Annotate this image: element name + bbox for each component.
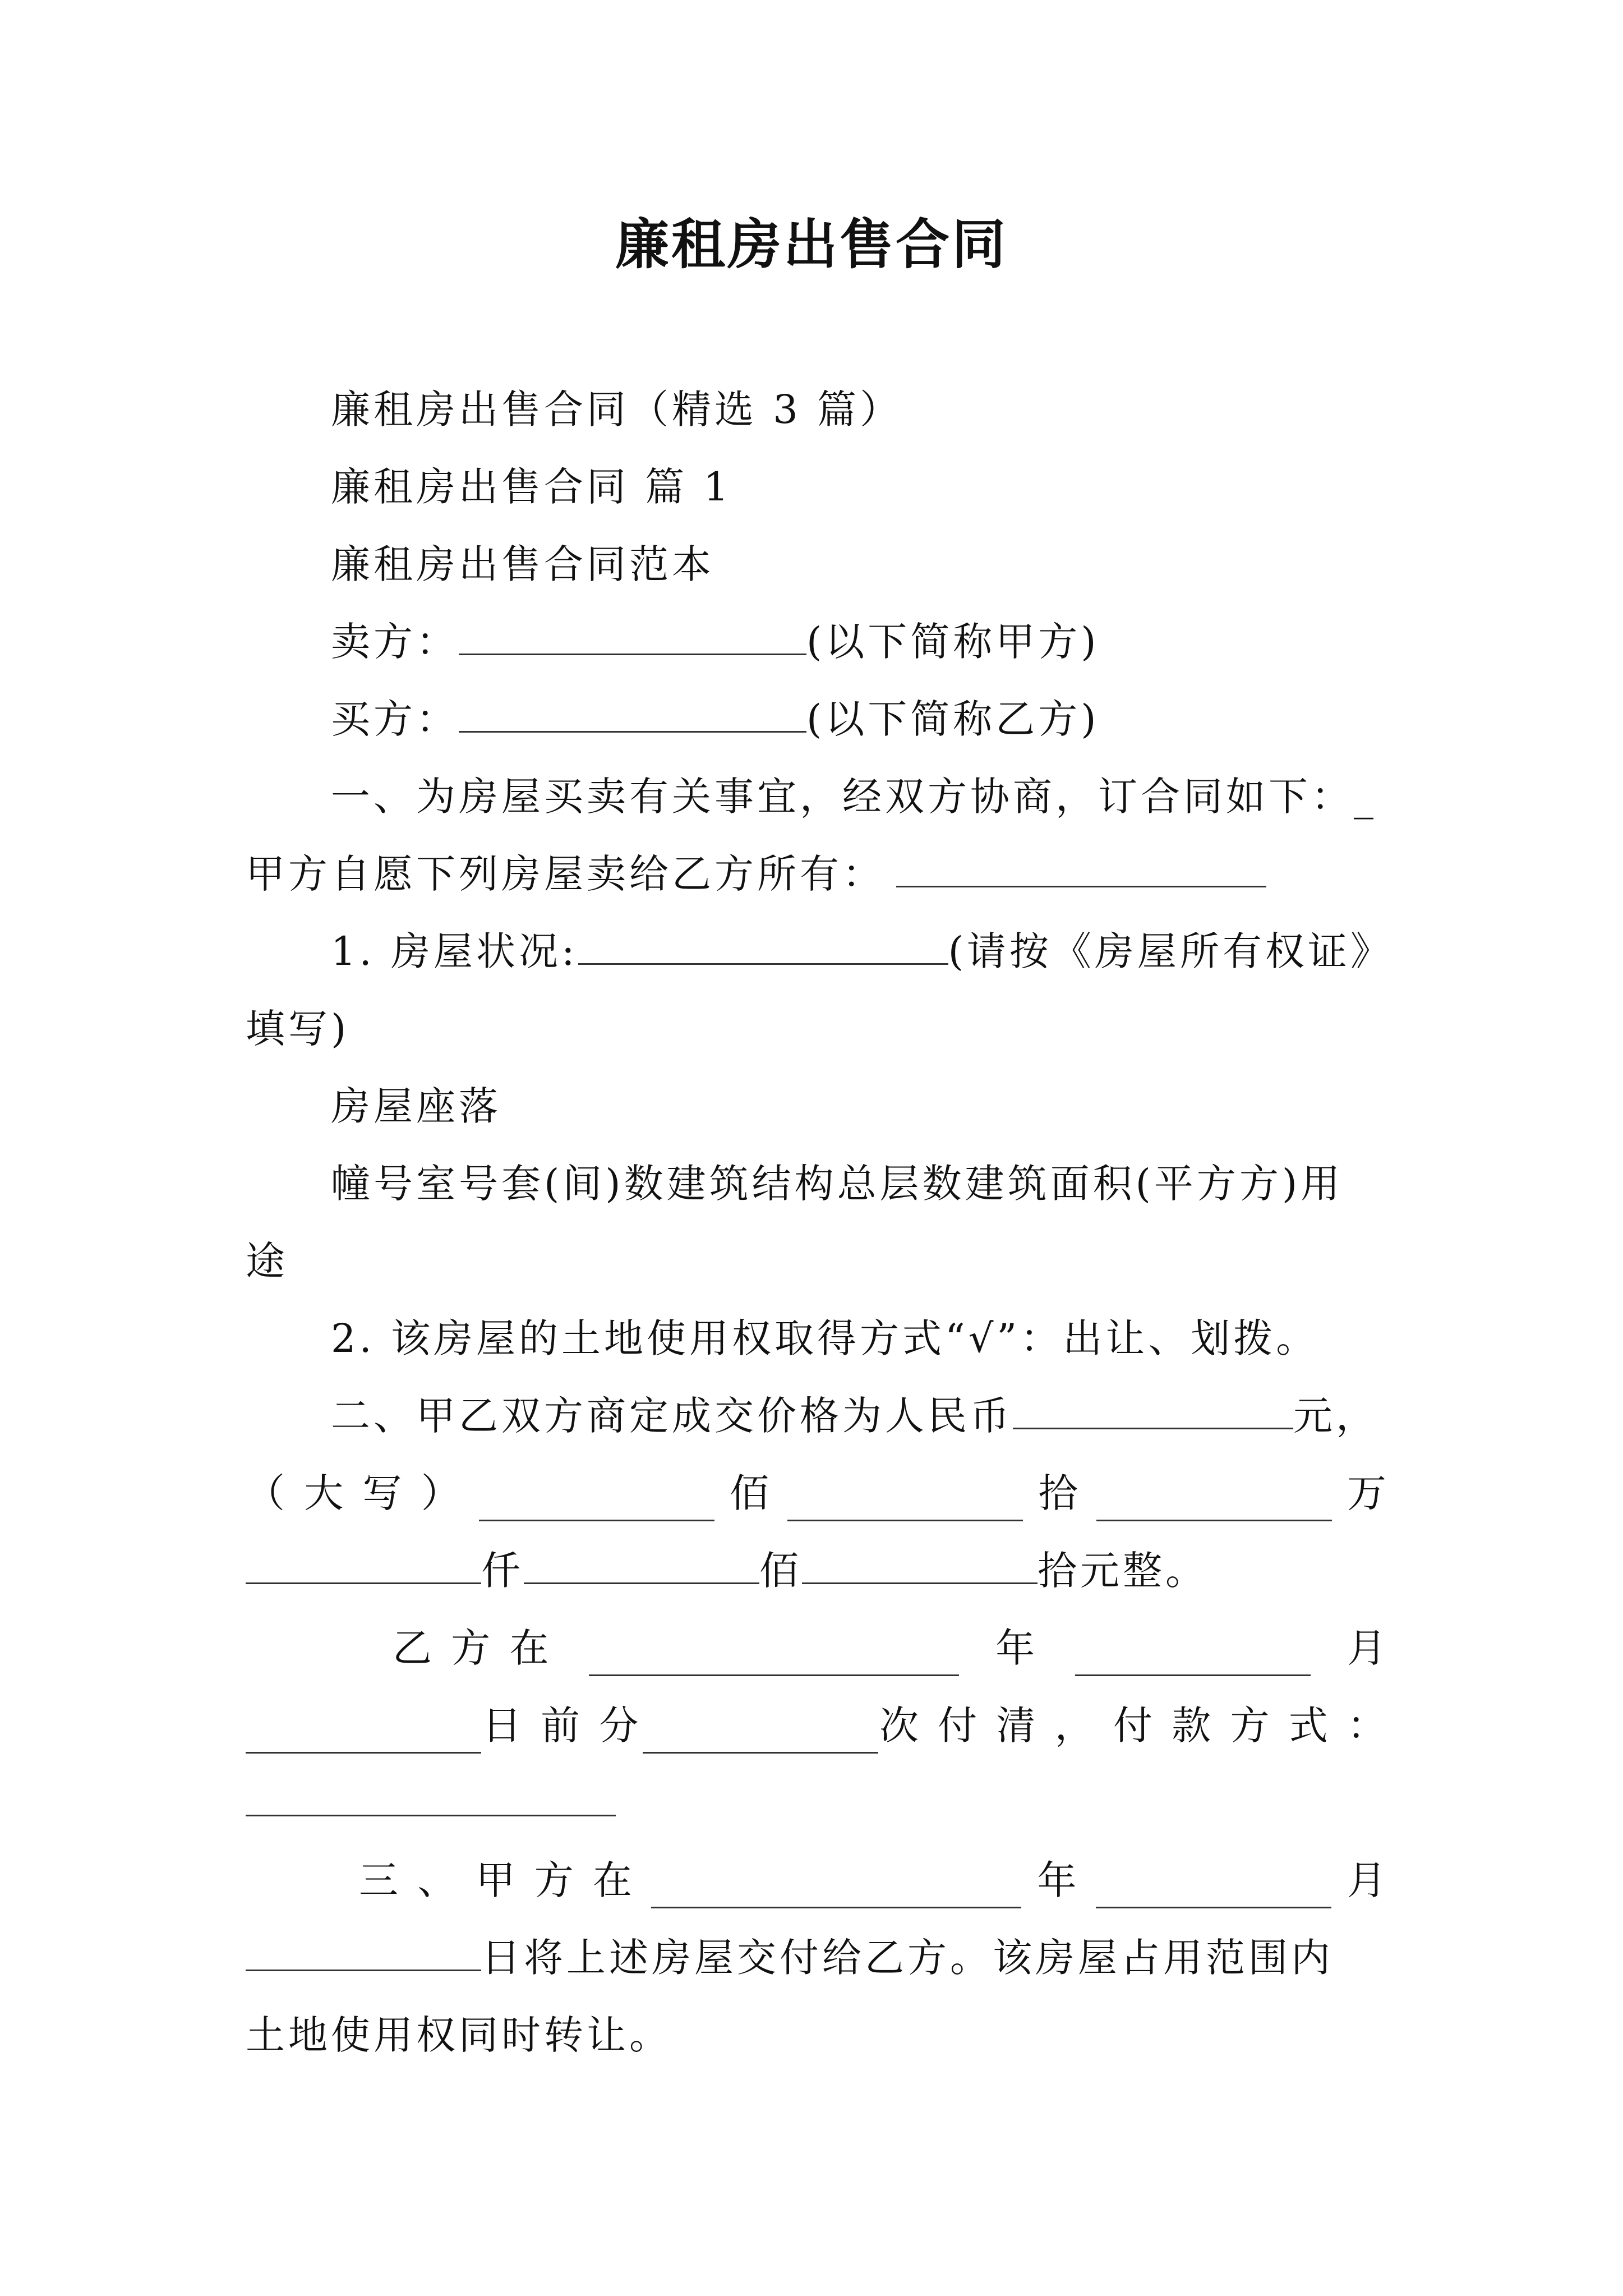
daxie-label: （ 大 写 ） <box>246 1470 464 1516</box>
item1-blank <box>578 928 948 965</box>
table-head-line2: 途 <box>246 1238 288 1284</box>
bai-label: 佰 <box>730 1470 773 1516</box>
ri-qian-fen: 日 前 分 <box>482 1703 642 1749</box>
seller-line <box>246 614 1475 670</box>
item2-line: 2. 该房屋的土地使用权取得方式“√”：出让、划拨。 <box>331 1315 1319 1361</box>
clause2-line1 <box>246 1388 1475 1444</box>
clause3-line2 <box>246 1930 1390 1986</box>
item1-suffix: (请按《房屋所有权证》 <box>948 928 1393 974</box>
blank-qian <box>246 1548 481 1584</box>
clause2-line3 <box>246 1543 1390 1599</box>
blank-pay-month <box>1075 1640 1311 1676</box>
part-heading: 廉租房出售合同 篇 1 <box>331 464 732 510</box>
clause2-line2 <box>246 1465 1390 1521</box>
blank-pay-times <box>643 1717 878 1754</box>
qian-label: 仟 <box>481 1548 524 1594</box>
blank-shi-1 <box>787 1485 1023 1521</box>
payment-line1 <box>393 1620 1390 1676</box>
blank-deliver-month <box>1096 1872 1331 1908</box>
payment-line2 <box>246 1697 1390 1754</box>
blank-shi-2 <box>802 1548 1038 1584</box>
clause1-blank <box>896 851 1266 887</box>
blank-deliver-year <box>651 1872 1021 1908</box>
ci-fu-qing: 次 付 清 ， 付 款 方 式 ： <box>879 1703 1390 1749</box>
seller-label: 卖方： <box>331 619 459 665</box>
nian-label: 年 <box>995 1625 1039 1671</box>
clause1-line2 <box>246 846 1390 902</box>
clause3-ri: 日将上述房屋交付给乙方。该房屋占用范围内 <box>481 1935 1334 1981</box>
shi-label: 拾 <box>1038 1470 1081 1516</box>
blank-pay-day <box>246 1717 481 1754</box>
bai-label-2: 佰 <box>759 1548 802 1594</box>
blank-pay-method <box>246 1780 616 1816</box>
blank-deliver-day <box>246 1935 481 1971</box>
clause1-line1: 一、为房屋买卖有关事宜，经双方协商，订合同如下：_ <box>331 774 1377 820</box>
wan-label: 万 <box>1347 1470 1390 1516</box>
clause1-text: 甲方自愿下列房屋卖给乙方所有： <box>246 851 885 897</box>
blank-bai-1 <box>479 1485 714 1521</box>
blank-wan <box>1096 1485 1332 1521</box>
item1-cont: 填写) <box>246 1006 350 1052</box>
location-label: 房屋座落 <box>331 1083 501 1129</box>
clause3-label: 三 、 甲 方 在 <box>359 1857 636 1903</box>
shi-yuan-zheng: 拾元整。 <box>1038 1548 1208 1594</box>
buyer-label: 买方： <box>331 696 459 742</box>
price-blank <box>1013 1393 1293 1429</box>
clause2-text: 二、甲乙双方商定成交价格为人民币 <box>331 1393 1013 1439</box>
blank-pay-year <box>589 1640 959 1676</box>
item1-line <box>246 923 1475 979</box>
item1-label: 1. 房屋状况: <box>331 928 578 974</box>
buyer-line <box>246 691 1475 747</box>
seller-blank <box>459 619 806 655</box>
clause3-line3: 土地使用权同时转让。 <box>246 2012 672 2058</box>
seller-suffix: (以下简称甲方) <box>806 619 1100 665</box>
yue-label-2: 月 <box>1347 1857 1390 1903</box>
blank-bai-2 <box>524 1548 759 1584</box>
subtitle: 廉租房出售合同（精选 3 篇） <box>331 386 903 432</box>
template-heading: 廉租房出售合同范本 <box>331 541 714 587</box>
buyer-blank <box>459 696 806 733</box>
buyer-suffix: (以下简称乙方) <box>806 696 1100 742</box>
nian-label-2: 年 <box>1037 1857 1080 1903</box>
yuan-label: 元， <box>1293 1393 1378 1439</box>
yue-label: 月 <box>1347 1625 1390 1671</box>
clause3-line1 <box>359 1852 1390 1908</box>
payment-line3 <box>246 1775 1390 1831</box>
yi-fang-zai: 乙 方 在 <box>393 1625 552 1671</box>
document-title: 廉租房出售合同 <box>615 213 1008 276</box>
table-head-line1: 幢号室号套(间)数建筑结构总层数建筑面积(平方方)用 <box>331 1161 1344 1207</box>
